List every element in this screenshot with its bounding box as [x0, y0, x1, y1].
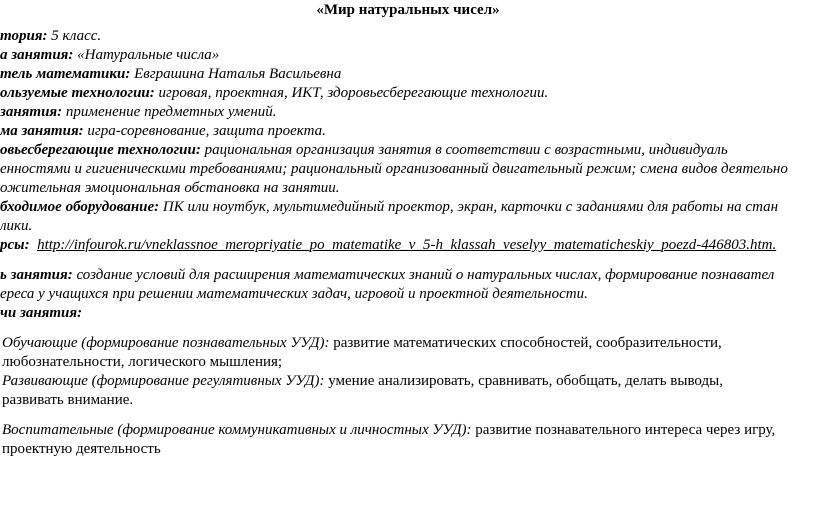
equipment-label: бходимое оборудование: [0, 199, 160, 215]
teach-line-2: любознательности, логического мышления; [2, 354, 283, 370]
teach-value: развитие математических способностей, сообразительности, [329, 335, 722, 351]
audience-value: 5 класс. [47, 28, 102, 44]
goal-line-2: ереса у учащихся при решении математических задач, игровой и проектной деятельности. [0, 286, 588, 302]
health-label: овьесберегающие технологии: [0, 142, 201, 158]
teach-label: Обучающие (формирование познавательных УУД): [2, 335, 330, 351]
health-line-3: ожительная эмоциональная обстановка на занятии. [0, 180, 340, 196]
audience-label: тория: [0, 28, 48, 44]
health-line-1 [0, 141, 728, 160]
tasks-heading: чи занятия: [0, 305, 83, 321]
goal-value: создание условий для расширения математических знаний о натуральных числах, формирование познавател [72, 267, 775, 283]
lesson-type-value: применение предметных умений. [62, 104, 277, 120]
technologies-label: ользуемые технологии: [0, 85, 155, 101]
teacher-label: тель математики: [0, 66, 131, 82]
lesson-type-line [0, 103, 277, 122]
topic-label: а занятия: [0, 47, 74, 63]
goal-label: ь занятия: [0, 267, 73, 283]
lesson-type-label: занятия: [0, 104, 63, 120]
audience-line [0, 27, 101, 46]
resources-label: рсы: [0, 237, 30, 253]
develop-line-1 [2, 372, 723, 391]
educ-line-2: проектную деятельность [2, 441, 161, 457]
teacher-line [0, 65, 341, 84]
develop-label: Развивающие (формирование регулятивных УУД): [2, 373, 325, 389]
technologies-line [0, 84, 548, 103]
equipment-line-1 [0, 198, 778, 217]
teach-line-1 [2, 334, 722, 353]
topic-line [0, 46, 219, 65]
form-line [0, 122, 326, 141]
health-line-2: енностями и гигиеническими требованиями; рациональный организованный двигательный режим; смена видов деятельно [0, 161, 788, 177]
form-value: игра-соревнование, защита проекта. [83, 123, 326, 139]
document-title: «Мир натуральных чисел» [316, 2, 500, 18]
develop-line-2: развивать внимание. [2, 392, 134, 408]
equipment-value: ПК или ноутбук, мультимедийный проектор, экран, карточки с заданиями для работы на стан [159, 199, 779, 215]
teacher-value: Евграшина Наталья Васильевна [130, 66, 342, 82]
resources-line [0, 236, 776, 255]
develop-value: умение анализировать, сравнивать, обобщать, делать выводы, [324, 373, 723, 389]
technologies-value: игровая, проектная, ИКТ, здоровьесберегающие технологии. [154, 85, 549, 101]
educ-value: развитие познавательного интереса через игру, [471, 422, 776, 438]
resources-link[interactable]: http://infourok.ru/vneklassnoe_meropriyatie_po_matematike_v_5-h_klassah_veselyy_matematicheskiy_poezd-446803.htm. [37, 237, 777, 253]
form-label: ма занятия: [0, 123, 84, 139]
educ-label: Воспитательные (формирование коммуникативных и личностных УУД): [2, 422, 472, 438]
educ-line-1 [2, 421, 775, 440]
equipment-line-2: лики. [0, 218, 33, 234]
health-value: рациональная организация занятия в соответствии с возрастными, индивидуаль [200, 142, 728, 158]
topic-value: «Натуральные числа» [73, 47, 220, 63]
goal-line-1 [0, 266, 774, 285]
